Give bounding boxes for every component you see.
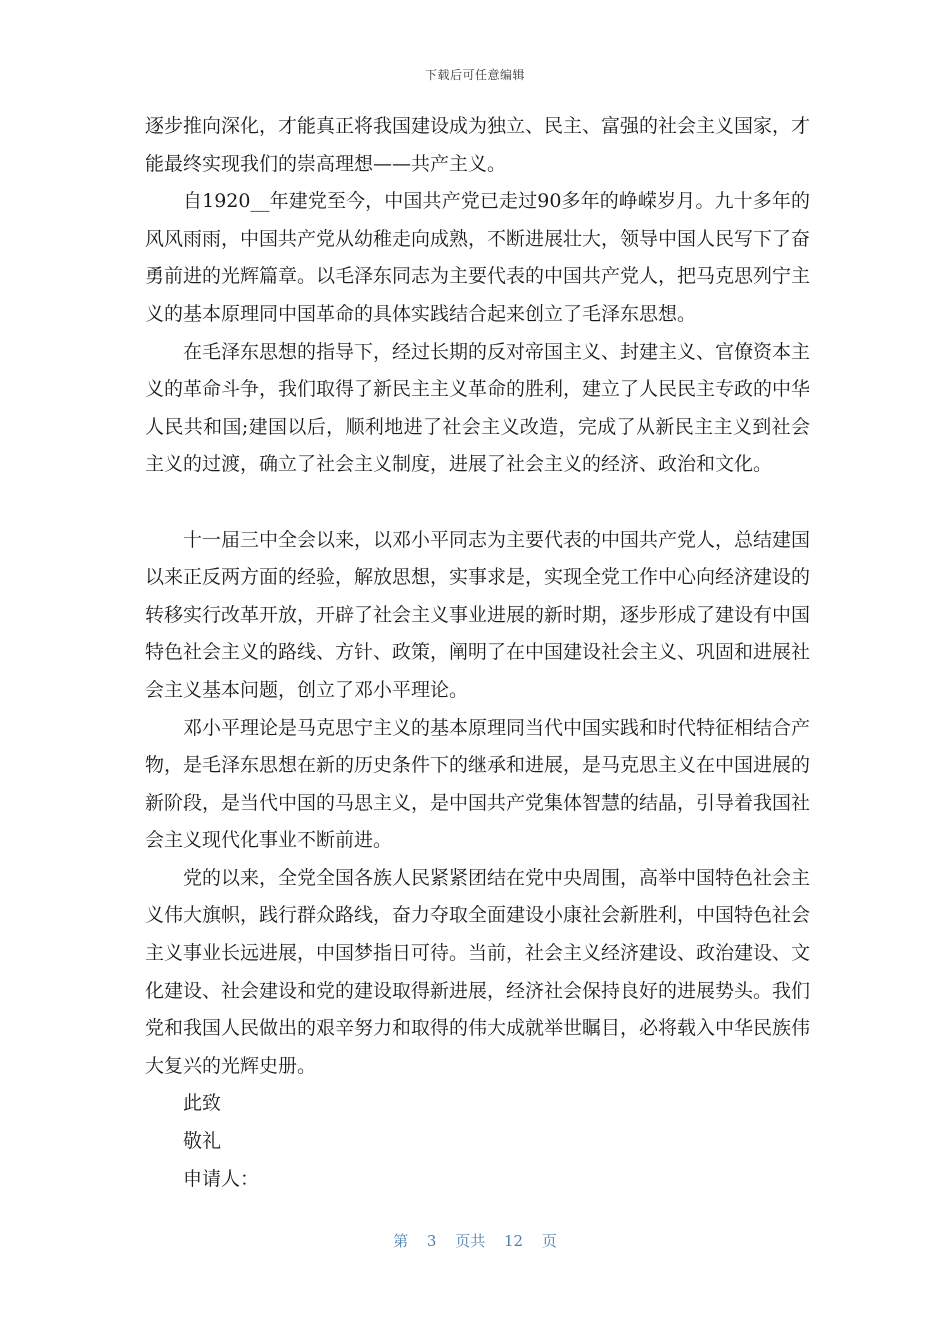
closing-regards: 敬礼 xyxy=(183,1130,222,1153)
page-header: 下载后可任意编辑 xyxy=(424,68,525,82)
paragraph-mao-thought: 在毛泽东思想的指导下，经过长期的反对帝国主义、封建主义、官僚资本主义的革命斗争，我们取得了新民主主义革命的胜利，建立了人民民主专政的中华人民共和国;建国以后，顺利地进了社会主义改造，完成了从新民主主义到社会主义的过渡，确立了社会主义制度，进展了社会主义的经济、政治和文化。 xyxy=(145,340,811,476)
document-body xyxy=(145,108,810,1198)
paragraph-third-plenum: 十一届三中全会以来，以邓小平同志为主要代表的中国共产党人，总结建国以来正反两方面的经验，解放思想，实事求是，实现全党工作中心向经济建设的转移实行改革开放，开辟了社会主义事业进展的新时期，逐步形成了建设有中国特色社会主义的路线、方针、政策，阐明了在中国建设社会主义、巩固和进展社会主义基本问题，创立了邓小平理论。 xyxy=(145,528,811,701)
paragraph-party-history: 自1920__年建党至今，中国共产党已走过90多年的峥嵘岁月。九十多年的风风雨雨，中国共产党从幼稚走向成熟，不断进展壮大，领导中国人民写下了奋勇前进的光辉篇章。以毛泽东同志为主要代表的中国共产党人，把马克思列宁主义的基本原理同中国革命的具体实践结合起来创立了毛泽东思想。 xyxy=(145,190,811,325)
paragraph-spacer xyxy=(145,484,810,522)
closing-salutation: 此致 xyxy=(183,1092,222,1115)
paragraph-deng-theory: 邓小平理论是马克思宁主义的基本原理同当代中国实践和时代特征相结合产物，是毛泽东思想在新的历史条件下的继承和进展，是马克思主义在中国进展的新阶段，是当代中国的马思主义，是中国共产党集体智慧的结晶，引导着我国社会主义现代化事业不断前进。 xyxy=(145,716,811,852)
applicant-signature-line: 申请人： xyxy=(183,1167,260,1190)
page-word: 第 xyxy=(393,1232,409,1250)
page-total-word: 页共 xyxy=(455,1232,486,1250)
paragraph-continuation: 逐步推向深化，才能真正将我国建设成为独立、民主、富强的社会主义国家，才能最终实现我们的崇高理想——共产主义。 xyxy=(145,115,811,175)
total-pages-number: 12 xyxy=(504,1232,524,1250)
current-page-number: 3 xyxy=(426,1232,437,1250)
page-number-footer xyxy=(0,1230,950,1251)
paragraph-current-progress: 党的以来，全党全国各族人民紧紧团结在党中央周围，高举中国特色社会主义伟大旗帜，践行群众路线，奋力夺取全面建设小康社会新胜利，中国特色社会主义事业长远进展，中国梦指日可待。当前，社会主义经济建设、政治建设、文化建设、社会建设和党的建设取得新进展，经济社会保持良好的进展势头。我们党和我国人民做出的艰辛努力和取得的伟大成就举世瞩目，必将载入中华民族伟大复兴的光辉史册。 xyxy=(145,866,811,1077)
page-end-word: 页 xyxy=(541,1232,557,1250)
